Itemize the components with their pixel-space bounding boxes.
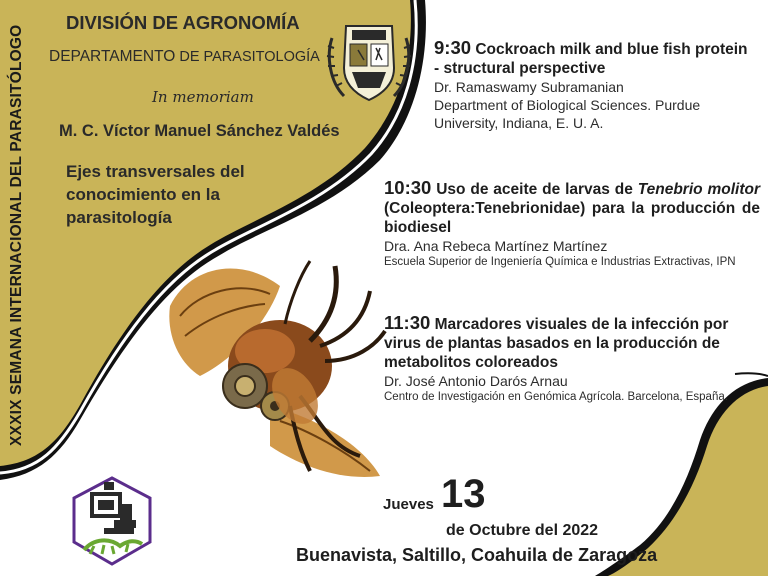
talk-1-affiliation: Department of Biological Sciences. Purdue University, Indiana, E. U. A. [434, 97, 701, 131]
department-prefix: DEPARTAMENTO [49, 48, 176, 65]
talk-2-speaker: Dra. Ana Rebeca Martínez Martínez [384, 238, 608, 254]
memoriam-text: In memoriam [152, 88, 254, 106]
talk-1 [434, 38, 754, 132]
talk-3-title: Marcadores visuales de la infección por virus de plantas basados en la producción de metabolitos coloreados [384, 316, 729, 371]
date-month-year: de Octubre del 2022 [446, 522, 599, 539]
talk-2 [384, 178, 760, 270]
talk-3-time: 11:30 [384, 312, 431, 333]
date-weekday: Jueves [383, 496, 434, 513]
department-suffix: DE PARASITOLOGÍA [175, 49, 320, 65]
talk-3-title-line [384, 313, 744, 372]
talk-3-speaker: Dr. José Antonio Darós Arnau [384, 373, 568, 389]
location: Buenavista, Saltillo, Coahuila de Zaragoza [296, 545, 658, 565]
department-title [49, 48, 320, 66]
steampunk-beetle-image [160, 246, 390, 486]
talk-2-title-after: (Coleoptera:Tenebrionidae) para la producción de biodiesel [384, 200, 760, 236]
talk-2-affiliation: Escuela Superior de Ingeniería Química e Industrias Extractivas, IPN [384, 256, 736, 268]
talk-1-time: 9:30 [434, 37, 472, 58]
parasitology-lab-logo-icon [70, 476, 154, 566]
theme-title: Ejes transversales del conocimiento en la parasitología [66, 162, 245, 227]
talk-1-title: Cockroach milk and blue fish protein - structural perspective [434, 41, 748, 77]
talk-3 [384, 313, 744, 405]
event-vertical-title: XXXIX SEMANA INTERNACIONAL DEL PARASITÓLOGO [8, 24, 25, 446]
talk-2-title-before: Uso de aceite de larvas de [436, 181, 633, 198]
talk-2-time: 10:30 [384, 177, 432, 198]
university-crest-icon [322, 16, 416, 108]
date-day: 13 [441, 472, 486, 516]
talk-2-title-line [384, 178, 760, 237]
honoree-name: M. C. Víctor Manuel Sánchez Valdés [59, 122, 340, 140]
talk-3-affiliation: Centro de Investigación en Genómica Agrícola. Barcelona, España. [384, 391, 728, 403]
talk-1-speaker: Dr. Ramaswamy Subramanian [434, 79, 624, 95]
talk-2-title-italic: Tenebrio molitor [637, 181, 760, 198]
talk-1-title-line [434, 38, 754, 78]
division-title: DIVISIÓN DE AGRONOMÍA [66, 12, 300, 33]
